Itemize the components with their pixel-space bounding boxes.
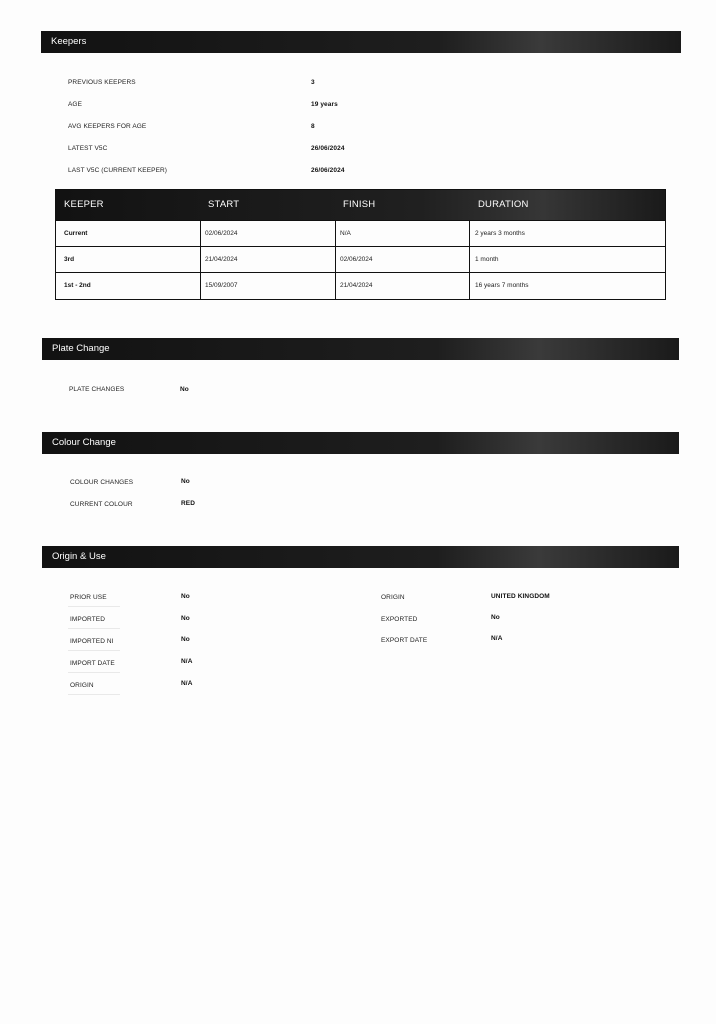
latest-v5c-label: LATEST V5C (68, 145, 108, 152)
last-v5c-value: 26/06/2024 (311, 167, 345, 174)
start-cell: 02/06/2024 (205, 230, 238, 237)
current-colour-value: RED (181, 500, 196, 507)
origin-right-label: ORIGIN (381, 594, 405, 601)
table-row (56, 220, 665, 247)
keeper-history-table (55, 189, 666, 300)
origin-left-label: ORIGIN (70, 682, 94, 689)
keepers-section-header (41, 31, 681, 53)
duration-column-header: DURATION (478, 199, 529, 210)
avg-keepers-for-age-value: 8 (311, 123, 315, 130)
keeper-cell: 1st - 2nd (64, 282, 91, 289)
imported-ni-label: IMPORTED NI (70, 638, 114, 645)
plate-changes-value: No (180, 386, 189, 393)
colour-change-section-title: Colour Change (52, 437, 116, 448)
keeper-cell: 3rd (64, 256, 75, 263)
duration-cell: 16 years 7 months (475, 282, 529, 289)
finish-cell: N/A (340, 230, 351, 237)
latest-v5c-value: 26/06/2024 (311, 145, 345, 152)
plate-change-section-header (42, 338, 679, 360)
origin-use-section-header (42, 546, 679, 568)
duration-cell: 1 month (475, 256, 499, 263)
import-date-value: N/A (181, 658, 193, 665)
row-underline (68, 650, 120, 651)
start-cell: 15/09/2007 (205, 282, 238, 289)
exported-value: No (491, 614, 500, 621)
prior-use-label: PRIOR USE (70, 594, 107, 601)
previous-keepers-value: 3 (311, 79, 315, 86)
start-cell: 21/04/2024 (205, 256, 238, 263)
row-underline (68, 606, 120, 607)
imported-ni-value: No (181, 636, 190, 643)
start-column-header: START (208, 199, 240, 210)
keeper-table-header (56, 190, 665, 220)
colour-changes-label: COLOUR CHANGES (70, 479, 134, 486)
duration-cell: 2 years 3 months (475, 230, 525, 237)
row-underline (68, 694, 120, 695)
last-v5c-label: LAST V5C (CURRENT KEEPER) (68, 167, 168, 174)
prior-use-value: No (181, 593, 190, 600)
import-date-label: IMPORT DATE (70, 660, 115, 667)
age-label: AGE (68, 101, 83, 108)
keepers-section-title: Keepers (51, 36, 87, 47)
current-colour-label: CURRENT COLOUR (70, 501, 133, 508)
plate-change-section-title: Plate Change (52, 343, 110, 354)
age-value: 19 years (311, 101, 338, 108)
colour-changes-value: No (181, 478, 190, 485)
export-date-value: N/A (491, 635, 503, 642)
row-underline (68, 628, 120, 629)
table-row (56, 246, 665, 273)
avg-keepers-for-age-label: AVG KEEPERS FOR AGE (68, 123, 147, 130)
keeper-cell: Current (64, 230, 88, 237)
keeper-column-header: KEEPER (64, 199, 104, 210)
previous-keepers-label: PREVIOUS KEEPERS (68, 79, 136, 86)
table-row (56, 272, 665, 299)
colour-change-section-header (42, 432, 679, 454)
imported-value: No (181, 615, 190, 622)
finish-cell: 02/06/2024 (340, 256, 373, 263)
origin-left-value: N/A (181, 680, 193, 687)
exported-label: EXPORTED (381, 616, 418, 623)
finish-cell: 21/04/2024 (340, 282, 373, 289)
export-date-label: EXPORT DATE (381, 637, 428, 644)
plate-changes-label: PLATE CHANGES (69, 386, 125, 393)
finish-column-header: FINISH (343, 199, 376, 210)
row-underline (68, 672, 120, 673)
imported-label: IMPORTED (70, 616, 105, 623)
origin-right-value: UNITED KINGDOM (491, 593, 550, 600)
origin-use-section-title: Origin & Use (52, 551, 106, 562)
